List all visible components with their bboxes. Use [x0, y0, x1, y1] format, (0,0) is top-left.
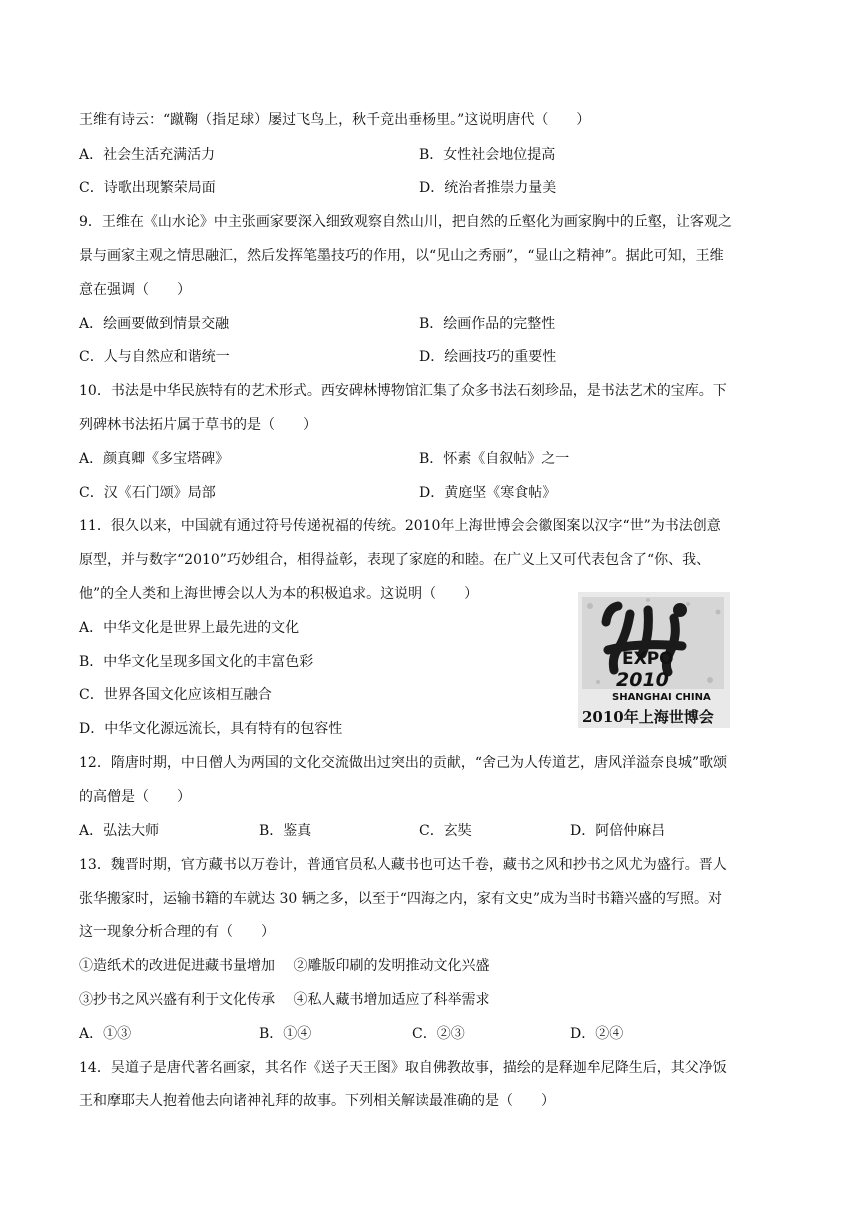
- question-9-stem-line-2: 景与画家主观之情思融汇，然后发挥笔墨技巧的作用，以“见山之秀丽”，“显山之精神”。据此可知，王维: [79, 248, 724, 264]
- question-13-stem-line-2: 张华搬家时，运输书籍的车就达 30 辆之多，以至于“四海之内，家有文史”成为当时书籍兴盛的写照。对: [79, 891, 723, 907]
- question-10-option-c[interactable]: C．汉《石门颂》局部: [79, 485, 216, 501]
- question-8-option-a[interactable]: A．社会生活充满活力: [79, 147, 216, 163]
- question-10-option-d[interactable]: D．黄庭坚《寒食帖》: [419, 485, 557, 501]
- question-8-option-c[interactable]: C．诗歌出现繁荣局面: [79, 180, 216, 196]
- expo-2010-logo: [578, 592, 730, 728]
- question-11-stem-line-2: 原型，并与数字“2010”巧妙组合，相得益彰，表现了家庭的和睦。在广义上又可代表包含了“你、我、: [79, 552, 711, 568]
- question-8-stem: 王维有诗云：“蹴鞠（指足球）屡过飞鸟上，秋千竞出垂杨里。”这说明唐代（ ）: [79, 112, 591, 128]
- question-13-option-b[interactable]: B．①④: [259, 1026, 312, 1042]
- question-8-option-b[interactable]: B．女性社会地位提高: [419, 147, 556, 163]
- question-14-stem-line-2: 王和摩耶夫人抱着他去向诸神礼拜的故事。下列相关解读最准确的是（ ）: [79, 1093, 555, 1109]
- expo-logo-year: 2010: [616, 669, 669, 691]
- question-10-option-a[interactable]: A．颜真卿《多宝塔碑》: [79, 451, 230, 467]
- question-11-option-c[interactable]: C．世界各国文化应该相互融合: [79, 687, 272, 703]
- question-11-option-d[interactable]: D．中华文化源远流长，具有特有的包容性: [79, 721, 343, 737]
- question-12-option-b[interactable]: B．鉴真: [259, 823, 312, 839]
- question-13-stem-line-1: 13．魏晋时期，官方藏书以万卷计，普通官员私人藏书也可达千卷，藏书之风和抄书之风尤为盛行。晋人: [79, 857, 727, 873]
- question-11-option-a[interactable]: A．中华文化是世界上最先进的文化: [79, 620, 300, 636]
- question-11-stem-line-1: 11．很久以来，中国就有通过符号传递祝福的传统。2010年上海世博会会徽图案以汉字“世”为书法创意: [79, 518, 721, 534]
- expo-logo-caption: 2010年上海世博会: [582, 708, 714, 726]
- question-12-stem-line-2: 的高僧是（ ）: [79, 789, 191, 805]
- question-10-stem-line-2: 列碑林书法拓片属于草书的是（ ）: [79, 417, 317, 433]
- question-13-statements-line-2: ③抄书之风兴盛有利于文化传承 ④私人藏书增加适应了科举需求: [79, 992, 490, 1008]
- question-12-option-d[interactable]: D．阿倍仲麻吕: [570, 823, 666, 839]
- question-9-option-c[interactable]: C．人与自然应和谐统一: [79, 349, 230, 365]
- question-10-option-b[interactable]: B．怀素《自叙帖》之一: [419, 451, 570, 467]
- question-11-option-b[interactable]: B．中华文化呈现多国文化的丰富色彩: [79, 654, 314, 670]
- question-12-option-a[interactable]: A．弘法大师: [79, 823, 160, 839]
- question-9-option-d[interactable]: D．绘画技巧的重要性: [419, 349, 557, 365]
- question-13-option-c[interactable]: C．②③: [412, 1026, 465, 1042]
- question-13-stem-line-3: 这一现象分析合理的有（ ）: [79, 924, 275, 940]
- question-9-stem-line-1: 9．王维在《山水论》中主张画家要深入细致观察自然山川，把自然的丘壑化为画家胸中的丘壑，让客观之: [79, 214, 732, 230]
- question-12-stem-line-1: 12．隋唐时期，中日僧人为两国的文化交流做出过突出的贡献，“舍己为人传道艺，唐风洋溢奈良城”歌颂: [79, 755, 728, 771]
- question-13-option-d[interactable]: D．②④: [570, 1026, 624, 1042]
- question-8-option-d[interactable]: D．统治者推崇力量美: [419, 180, 557, 196]
- expo-logo-text: EXPO: [622, 649, 674, 669]
- question-9-stem-line-3: 意在强调（ ）: [79, 282, 191, 298]
- question-10-stem-line-1: 10．书法是中华民族特有的艺术形式。西安碑林博物馆汇集了众多书法石刻珍品，是书法艺术的宝库。下: [79, 383, 727, 399]
- question-9-option-b[interactable]: B．绘画作品的完整性: [419, 316, 556, 332]
- expo-logo-city: SHANGHAI CHINA: [612, 692, 711, 703]
- question-11-stem-line-3: 他”的全人类和上海世博会以人为本的积极追求。这说明（ ）: [79, 586, 479, 602]
- question-12-option-c[interactable]: C．玄奘: [419, 823, 472, 839]
- question-14-stem-line-1: 14．吴道子是唐代著名画家，其名作《送子天王图》取自佛教故事，描绘的是释迦牟尼降生后，其父净饭: [79, 1060, 727, 1076]
- question-13-statements-line-1: ①造纸术的改进促进藏书量增加 ②雕版印刷的发明推动文化兴盛: [79, 958, 490, 974]
- question-9-option-a[interactable]: A．绘画要做到情景交融: [79, 316, 230, 332]
- question-13-option-a[interactable]: A．①③: [79, 1026, 132, 1042]
